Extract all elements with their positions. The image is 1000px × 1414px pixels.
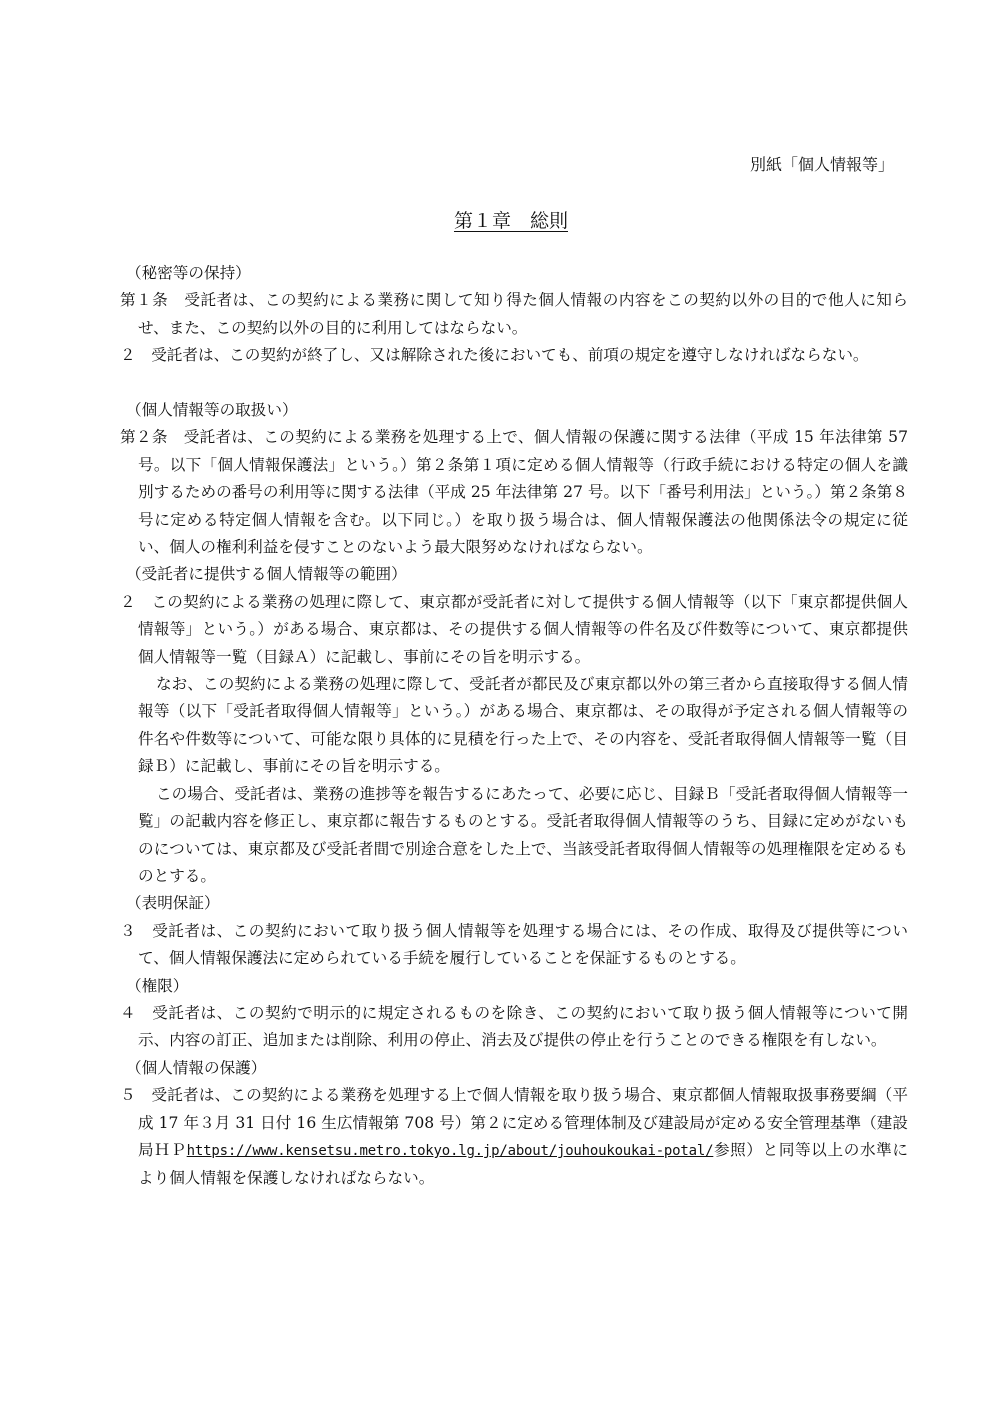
article-2-paragraph-3: ３ 受託者は、この契約において取り扱う個人情報等を処理する場合には、その作成、取得及び提供等について、個人情報保護法に定められている手続を履行していることを保証するものとする。 xyxy=(120,921,908,968)
article-2-paragraph-2-note: なお、この契約による業務の処理に際して、受託者が都民及び東京都以外の第三者から直接取得する個人情報等（以下「受託者取得個人情報等」という。）がある場合、東京都は、その取得が予定される個人情報等の件名や件数等について、可能な限り具体的に見積を行った上で、その内容を、受託者取得個人情報等一覧（目録Ｂ）に記載し、事前にその旨を明示する。 xyxy=(138,675,908,776)
section-heading-scope: （受託者に提供する個人情報等の範囲） xyxy=(126,565,407,584)
protection-text-before: ５ 受託者は、この契約による業務を処理する上で個人情報を取り扱う場合、東京都個人情報取扱事務要綱（平成 17 年３月 31 日付 16 生広情報第 708 号）第２に定める管理体制及び建設局が定める安全管理基準（建設局ＨＰ xyxy=(120,1086,908,1159)
document-body xyxy=(120,260,908,1193)
attachment-label: 別紙「個人情報等」 xyxy=(749,155,894,174)
protection-text-after: 参照）と同等以上の水準により個人情報を保護しなければならない。 xyxy=(138,1140,908,1188)
blank-line xyxy=(120,370,908,397)
section-heading-warranty: （表明保証） xyxy=(126,894,220,913)
article-1-paragraph-2: ２ 受託者は、この契約が終了し、又は解除された後においても、前項の規定を遵守しなければならない。 xyxy=(120,346,869,365)
article-2-paragraph-2: ２ この契約による業務の処理に際して、東京都が受託者に対して提供する個人情報等（以下「東京都提供個人情報等」という。）がある場合、東京都は、その提供する個人情報等の件名及び件数等について、東京都提供個人情報等一覧（目録Ａ）に記載し、事前にその旨を明示する。 xyxy=(120,592,908,666)
article-1-paragraph: 第１条 受託者は、この契約による業務に関して知り得た個人情報の内容をこの契約以外の目的で他人に知らせ、また、この契約以外の目的に利用してはならない。 xyxy=(120,291,908,337)
article-2-paragraph-2-case: この場合、受託者は、業務の進捗等を報告するにあたって、必要に応じ、目録Ｂ「受託者取得個人情報等一覧」の記載内容を修正し、東京都に報告するものとする。受託者取得個人情報等のうち、目録に定めがないものについては、東京都及び受託者間で別途合意をした上で、当該受託者取得個人情報等の処理権限を定めるものとする。 xyxy=(138,784,908,885)
section-heading-handling: （個人情報等の取扱い） xyxy=(126,401,298,420)
article-2-paragraph-4: ４ 受託者は、この契約で明示的に規定されるものを除き、この契約において取り扱う個人情報等について開示、内容の訂正、追加または削除、利用の停止、消去及び提供の停止を行うことのできる権限を有しない。 xyxy=(120,1003,908,1050)
article-2-paragraph-5 xyxy=(120,1082,908,1193)
article-2-paragraph: 第２条 受託者は、この契約による業務を処理する上で、個人情報の保護に関する法律（平成 15 年法律第 57 号。以下「個人情報保護法」という。）第２条第１項に定める個人情報等（行政手続における特定の個人を識別するための番号の利用等に関する法律（平成 25 年法律第 27 号。以下「番号利用法」という。）第２条第８号に定める特定個人情報を含む。以下同じ。）を取り扱う場合は、個人情報保護法の他関係法令の規定に従い、個人の権利利益を侵すことのないよう最大限努めなければならない。 xyxy=(120,428,908,557)
section-heading-confidentiality: （秘密等の保持） xyxy=(126,264,251,282)
section-heading-protection: （個人情報の保護） xyxy=(126,1058,267,1077)
chapter-title-text: 第１章 総則 xyxy=(453,210,568,232)
chapter-title xyxy=(0,206,1000,236)
section-heading-authority: （権限） xyxy=(126,976,189,995)
kensetsu-hp-link[interactable]: https://www.kensetsu.metro.tokyo.lg.jp/about/jouhoukoukai-potal/ xyxy=(186,1142,714,1159)
